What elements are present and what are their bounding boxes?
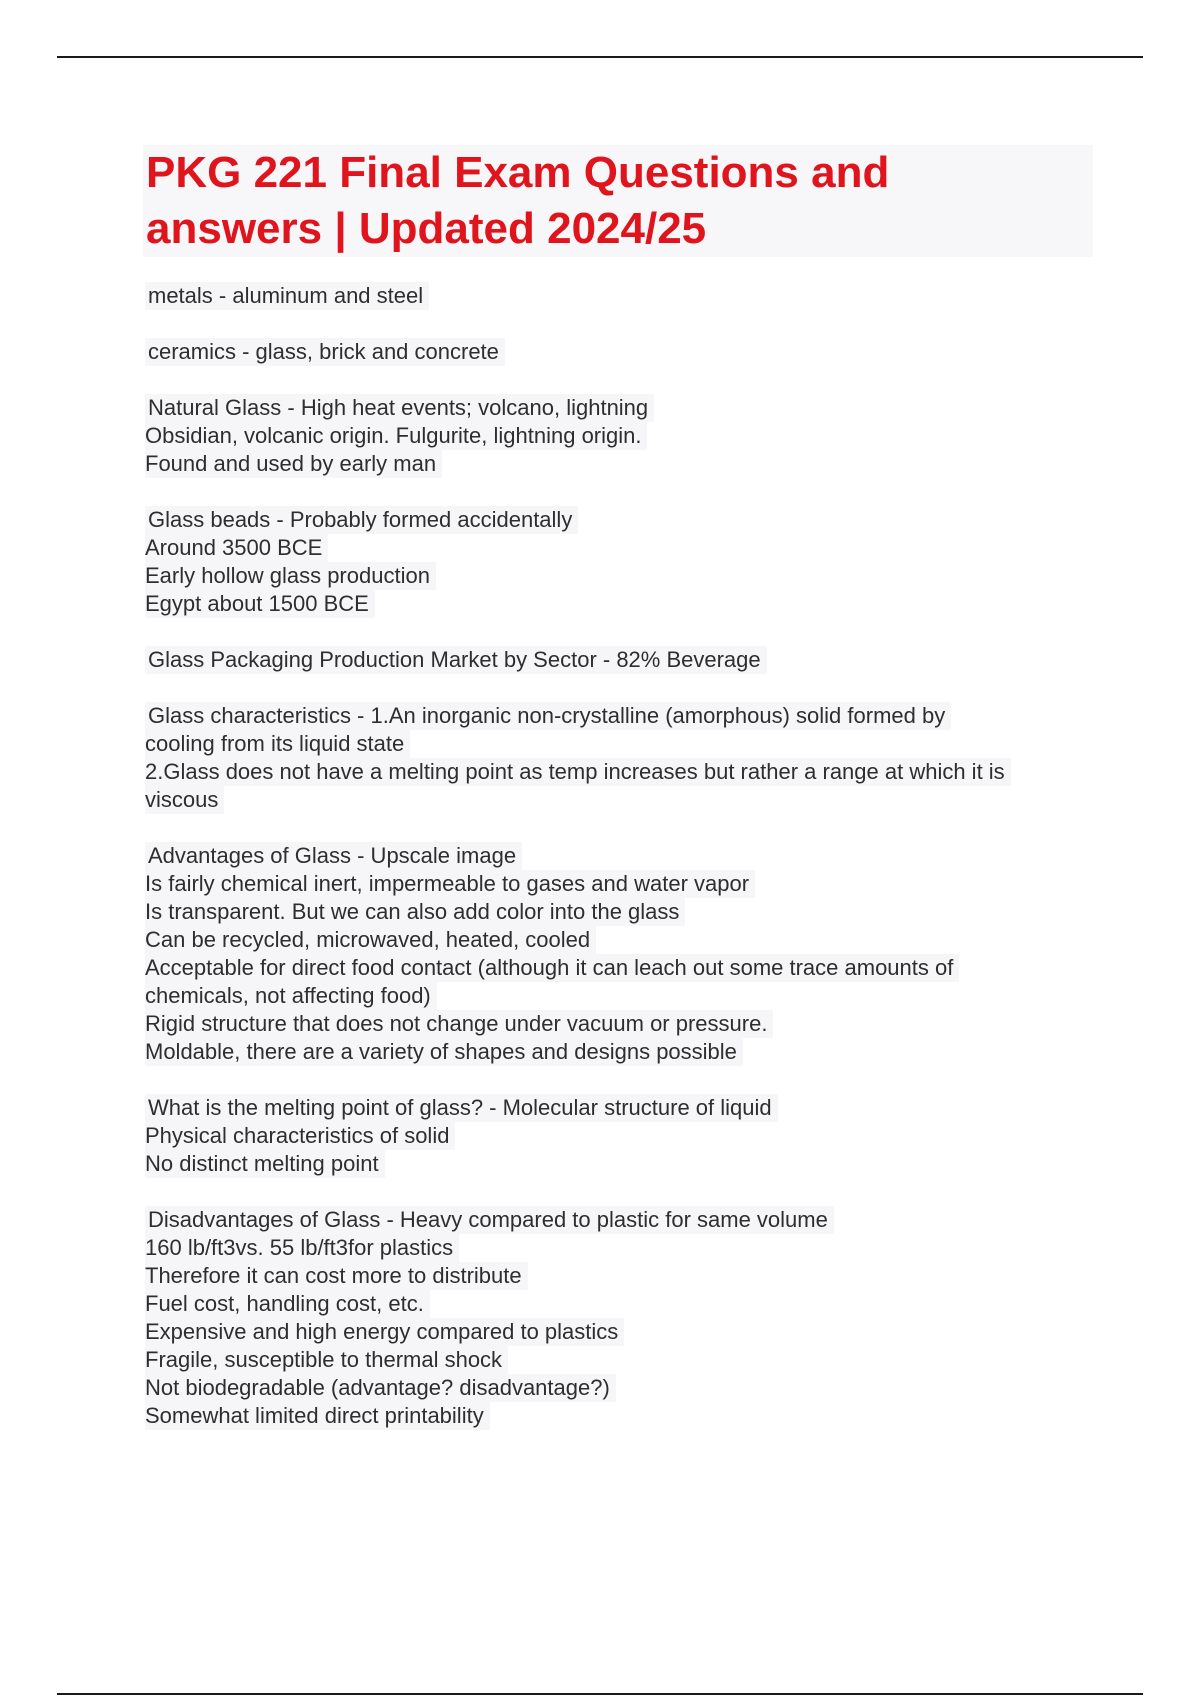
entry-text: Rigid structure that does not change under vacuum or pressure. (145, 1010, 773, 1038)
entry-text: Egypt about 1500 BCE (145, 590, 375, 618)
entry-text: Moldable, there are a variety of shapes and designs possible (145, 1038, 743, 1066)
entry-definition-line (145, 534, 1065, 562)
entry-text: cooling from its liquid state (145, 730, 410, 758)
entry-text: Glass beads - Probably formed accidentally (145, 506, 578, 534)
entry-text: What is the melting point of glass? - Molecular structure of liquid (145, 1094, 778, 1122)
entry-definition-line (145, 982, 1065, 1010)
flashcard-entry (145, 646, 1065, 674)
entry-text: Natural Glass - High heat events; volcano, lightning (145, 394, 654, 422)
flashcard-entry (145, 842, 1065, 1066)
entry-text: viscous (145, 786, 224, 814)
entry-term-line (145, 702, 1065, 730)
entry-definition-line (145, 870, 1065, 898)
entry-definition-line (145, 1010, 1065, 1038)
entry-text: Found and used by early man (145, 450, 442, 478)
entry-text: Acceptable for direct food contact (although it can leach out some trace amounts of (145, 954, 959, 982)
entry-text: Fuel cost, handling cost, etc. (145, 1290, 430, 1318)
entry-term-line (145, 1094, 1065, 1122)
entry-definition-line (145, 730, 1065, 758)
entry-text: chemicals, not affecting food) (145, 982, 437, 1010)
entry-text: 160 lb/ft3vs. 55 lb/ft3for plastics (145, 1234, 459, 1262)
entry-text: Fragile, susceptible to thermal shock (145, 1346, 508, 1374)
entry-term-line (145, 1206, 1065, 1234)
entry-text: Is transparent. But we can also add color into the glass (145, 898, 685, 926)
page-title-line-2: answers | Updated 2024/25 (146, 204, 707, 253)
entry-definition-line (145, 1150, 1065, 1178)
entry-term-line (145, 338, 1065, 366)
flashcard-entry (145, 506, 1065, 618)
bottom-rule (57, 1693, 1143, 1695)
entry-text: Therefore it can cost more to distribute (145, 1262, 528, 1290)
entry-text: Glass Packaging Production Market by Sector - 82% Beverage (145, 646, 767, 674)
entry-definition-line (145, 926, 1065, 954)
entry-term-line (145, 282, 1065, 310)
entry-definition-line (145, 954, 1065, 982)
entry-definition-line (145, 1346, 1065, 1374)
entry-definition-line (145, 898, 1065, 926)
entry-text: Early hollow glass production (145, 562, 436, 590)
entry-definition-line (145, 562, 1065, 590)
entry-definition-line (145, 1262, 1065, 1290)
entry-definition-line (145, 1234, 1065, 1262)
entry-definition-line (145, 1038, 1065, 1066)
entry-text: Advantages of Glass - Upscale image (145, 842, 522, 870)
entry-definition-line (145, 422, 1065, 450)
entry-text: Around 3500 BCE (145, 534, 328, 562)
entry-text: metals - aluminum and steel (145, 282, 429, 310)
entry-text: ceramics - glass, brick and concrete (145, 338, 505, 366)
entry-text: Can be recycled, microwaved, heated, cooled (145, 926, 596, 954)
top-rule (57, 56, 1143, 58)
entry-text: Obsidian, volcanic origin. Fulgurite, lightning origin. (145, 422, 647, 450)
flashcard-entry (145, 394, 1065, 478)
entry-text: 2.Glass does not have a melting point as temp increases but rather a range at which it is (145, 758, 1011, 786)
entry-definition-line (145, 1402, 1065, 1430)
flashcard-entry (145, 1206, 1065, 1430)
entry-term-line (145, 646, 1065, 674)
entry-definition-line (145, 1318, 1065, 1346)
document-body (145, 282, 1065, 1458)
page-title-line-1: PKG 221 Final Exam Questions and (146, 148, 890, 197)
entry-text: Physical characteristics of solid (145, 1122, 455, 1150)
entry-text: Somewhat limited direct printability (145, 1402, 490, 1430)
entry-definition-line (145, 590, 1065, 618)
entry-definition-line (145, 450, 1065, 478)
entry-term-line (145, 506, 1065, 534)
entry-text: Expensive and high energy compared to plastics (145, 1318, 624, 1346)
flashcard-entry (145, 282, 1065, 310)
entry-definition-line (145, 786, 1065, 814)
entry-text: Disadvantages of Glass - Heavy compared to plastic for same volume (145, 1206, 834, 1234)
title-block (143, 145, 1093, 257)
entry-definition-line (145, 1290, 1065, 1318)
entry-text: Is fairly chemical inert, impermeable to gases and water vapor (145, 870, 755, 898)
entry-definition-line (145, 1122, 1065, 1150)
flashcard-entry (145, 338, 1065, 366)
entry-text: Glass characteristics - 1.An inorganic non-crystalline (amorphous) solid formed by (145, 702, 951, 730)
entry-definition-line (145, 1374, 1065, 1402)
flashcard-entry (145, 1094, 1065, 1178)
entry-term-line (145, 842, 1065, 870)
entry-definition-line (145, 758, 1065, 786)
flashcard-entry (145, 702, 1065, 814)
entry-term-line (145, 394, 1065, 422)
entry-text: No distinct melting point (145, 1150, 385, 1178)
entry-text: Not biodegradable (advantage? disadvantage?) (145, 1374, 616, 1402)
